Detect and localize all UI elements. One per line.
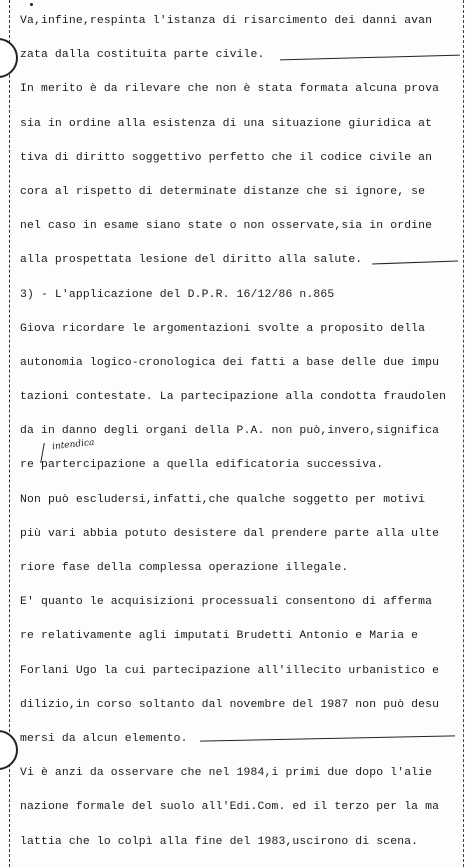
text-line: alla prospettata lesione del diritto alla salute. xyxy=(20,254,363,267)
text-line: tiva di diritto soggettivo perfetto che il codice civile an xyxy=(20,151,433,164)
text-line: re partercipazione a quella edificatoria successiva. xyxy=(20,459,384,472)
text-line: autonomia logico-cronologica dei fatti a base delle due impu xyxy=(20,356,440,369)
text-line: E' quanto le acquisizioni processuali consentono di afferma xyxy=(20,596,433,609)
text-line: Va,infine,respinta l'istanza di risarcimento dei danni avan xyxy=(20,15,433,27)
text-line: cora al rispetto di determinate distanze che si ignore, se xyxy=(20,185,426,198)
text-line: lattia che lo colpì alla fine del 1983,uscirono di scena. xyxy=(20,835,419,848)
text-line: re relativamente agli imputati Brudetti Antonio e Maria e xyxy=(20,630,419,643)
text-line: mersi da alcun elemento. xyxy=(20,732,188,745)
right-margin-rule xyxy=(463,0,464,867)
text-line: tazioni contestate. La partecipazione alla condotta fraudolen xyxy=(20,391,447,404)
text-line: zata dalla costituita parte civile. xyxy=(20,49,265,62)
text-line: più vari abbia potuto desistere dal prendere parte alla ulte xyxy=(20,527,440,540)
punch-hole-bottom xyxy=(0,730,18,770)
text-line: dilizio,in corso soltanto dal novembre del 1987 non può desu xyxy=(20,698,440,711)
punch-hole-top xyxy=(0,38,18,78)
handwritten-annotation: intendica xyxy=(51,437,95,453)
text-line: nazione formale del suolo all'Edi.Com. ed il terzo per la ma xyxy=(20,801,440,814)
text-line: Giova ricordare le argomentazioni svolte a proposito della xyxy=(20,322,426,335)
text-line: da in danno degli organi della P.A. non può,invero,significa xyxy=(20,425,440,438)
text-line: riore fase della complessa operazione illegale. xyxy=(20,562,349,574)
document-body xyxy=(20,4,458,859)
text-line: In merito è da rilevare che non è stata formata alcuna prova xyxy=(20,83,440,96)
text-line: nel caso in esame siano state o non osservate,sia in ordine xyxy=(20,220,433,233)
text-line: Vi è anzi da osservare che nel 1984,i primi due dopo l'alie xyxy=(20,767,433,780)
text-line: Forlani Ugo la cui partecipazione all'illecito urbanistico e xyxy=(20,664,440,677)
text-line: Non può escludersi,infatti,che qualche soggetto per motivi xyxy=(20,493,426,506)
section-heading: 3) - L'applicazione del D.P.R. 16/12/86 n.865 xyxy=(20,288,335,301)
text-line: sia in ordine alla esistenza di una situazione giuridica at xyxy=(20,117,433,130)
